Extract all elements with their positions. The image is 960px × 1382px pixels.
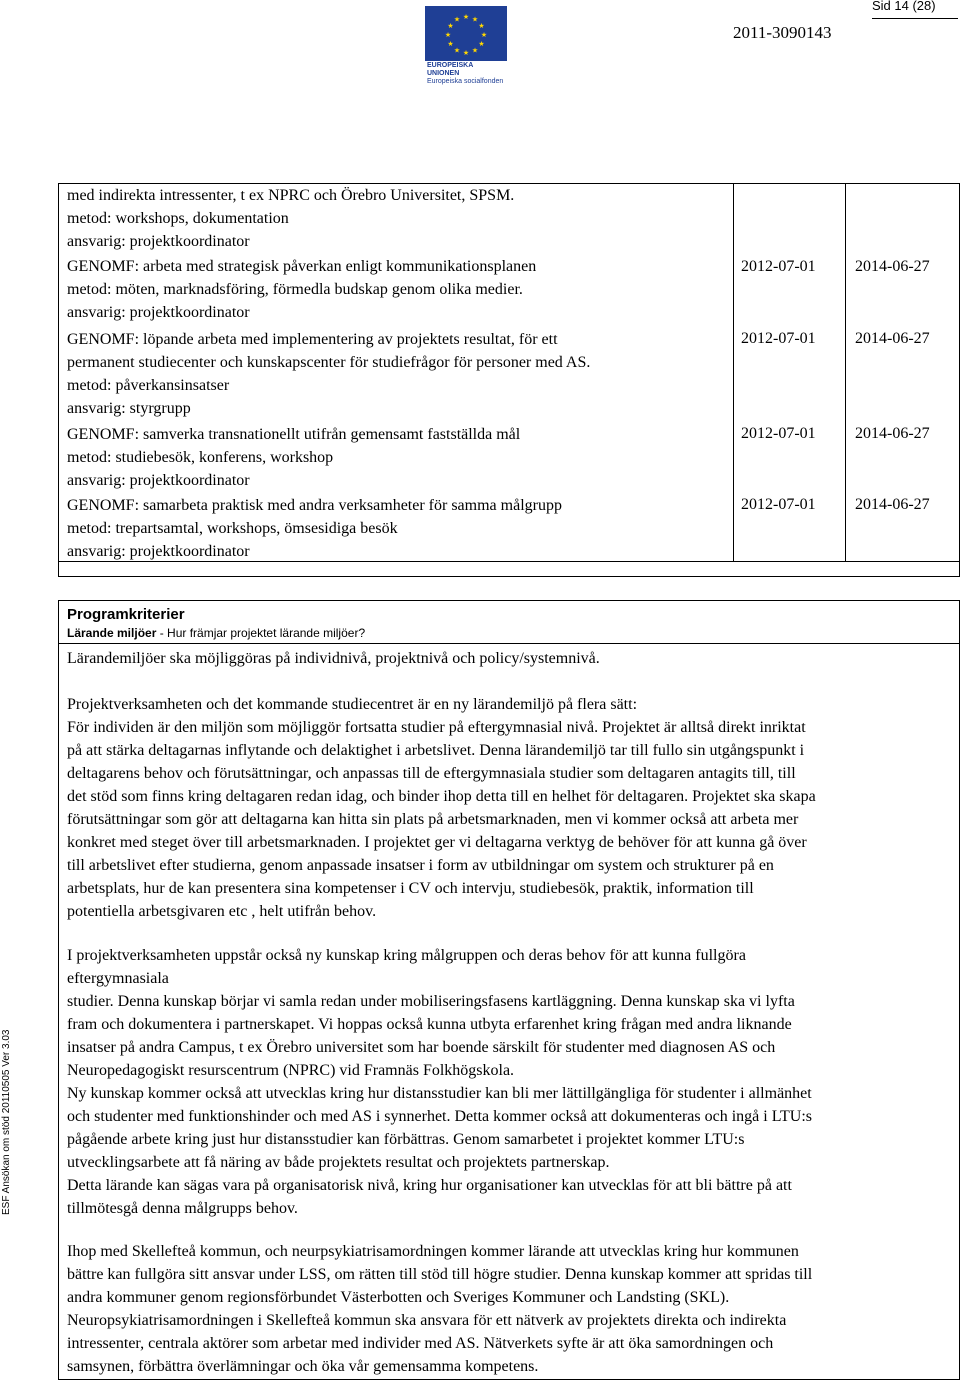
body-line: Projektverksamheten och det kommande studiecentret är en ny lärandemiljö på flera sätt: [67,696,638,713]
body-line: För individen är den miljön som möjliggör fortsatta studier på eftergymnasial nivå. Projektet är alltså direkt inriktat [67,719,806,736]
body-line: Ihop med Skellefteå kommun, och neurpsykiatrisamordningen kommer lärande att utvecklas kring hur kommunen [67,1243,799,1260]
section-heading: Programkriterier [67,606,185,623]
activity-row [67,328,727,420]
body-line: samsynen, förbättra överlämningar och öka vår gemensamma kompetens. [67,1358,539,1375]
text-line: ansvarig: projektkoordinator [67,543,250,560]
body-line: fram och dokumentera i partnerskapet. Vi hoppas också kunna utbyta erfarenhet kring frågan med andra liknande [67,1016,792,1033]
svg-text:★: ★ [462,49,470,57]
body-line: bättre kan fullgöra sitt ansvar under LSS, om rätten till stöd till högre studier. Denna kunskap kommer att spridas till [67,1266,813,1283]
text-line: metod: trepartsamtal, workshops, ömsesidiga besök [67,520,398,537]
body-line: konkret med steget över till arbetsmarknaden. I projektet ger vi deltagarna verktyg de behöver för att kunna gå över [67,834,807,851]
body-line: utvecklingsarbete att få näring av både projektets resultat och projektets partnerskap. [67,1154,610,1171]
body-line: det stöd som finns kring deltagaren redan idag, och binder ihop detta till en helhet för deltagaren. Projektet ska skapa [67,788,816,805]
activity-table [58,183,960,577]
body-line: på att stärka deltagarnas inflytande och delaktighet i arbetslivet. Denna lärandemiljö tar till fullo sin utgångspunkt i [67,742,805,759]
activity-intro [67,184,727,253]
eu-logo [425,6,507,85]
start-date: 2012-07-01 [741,496,816,513]
text-line: GENOMF: löpande arbeta med implementering av projektets resultat, för ett [67,331,558,348]
divider [59,643,959,644]
text-line: ansvarig: projektkoordinator [67,233,250,250]
column-divider [733,184,734,562]
activity-row [67,494,727,563]
eu-caption-line2: Europeiska socialfonden [427,78,504,85]
svg-text:★: ★ [471,15,479,24]
body-line: Neuropedagogiskt resurscentrum (NPRC) vid Framnäs Folkhögskola. [67,1062,515,1079]
start-date: 2012-07-01 [741,330,816,347]
text-line: permanent studiecenter och kunskapscenter för studiefrågor för personer med AS. [67,354,591,371]
svg-text:★: ★ [447,40,454,48]
body-line: Detta lärande kan sägas vara på organisatorisk nivå, kring hur organisationer kan utvecklas för att bli bättre på att [67,1177,792,1194]
body-line: potentiella arbetsgivaren etc , helt utifrån behov. [67,903,377,920]
eu-flag-icon [425,6,507,61]
activity-row [67,423,727,492]
svg-text:★: ★ [462,13,470,21]
body-line: eftergymnasiala [67,970,169,987]
question-title: Lärande miljöer [67,626,157,640]
text-line: med indirekta intressenter, t ex NPRC och Örebro Universitet, SPSM. [67,187,515,204]
text-line: ansvarig: projektkoordinator [67,304,250,321]
end-date: 2014-06-27 [855,425,930,442]
question-text: - Hur främjar projektet lärande miljöer? [156,626,366,640]
text-line: GENOMF: samarbeta praktisk med andra verksamheter för samma målgrupp [67,497,562,514]
text-line: GENOMF: samverka transnationellt utifrån gemensamt fastställda mål [67,426,521,443]
eu-caption [427,62,507,86]
end-date: 2014-06-27 [855,496,930,513]
body-line: till arbetslivet efter studierna, genom anpassade insatser i form av utbildningar om system och strukturer på en [67,857,774,874]
body-line: studier. Denna kunskap börjar vi samla redan under mobiliseringsfasens kartläggning. Denna kunskap ska vi lyfta [67,993,795,1010]
text-line: ansvarig: styrgrupp [67,400,191,417]
start-date: 2012-07-01 [741,425,816,442]
body-line: förutsättningar som gör att deltagarna kan hitta sin plats på arbetsmarknaden, men vi kommer också att arbeta mer [67,811,799,828]
column-divider [845,184,846,562]
page-number: Sid 14 (28) [872,0,958,19]
svg-text:★: ★ [444,31,452,39]
svg-text:★: ★ [471,46,479,55]
svg-text:★: ★ [478,22,485,30]
eu-caption-line1: EUROPEISKA UNIONEN [427,62,474,77]
text-line: metod: studiebesök, konferens, workshop [67,449,334,466]
body-line: insatser på andra Campus, t ex Örebro universitet som har boende särskilt för studenter med diagnosen AS och [67,1039,776,1056]
body-line: pågående arbete kring just hur distansstudier kan förbättras. Genom samarbetet i projektet kommer LTU:s [67,1131,745,1148]
text-line: metod: påverkansinsatser [67,377,230,394]
body-line: Ny kunskap kommer också att utvecklas kring hur distansstudier kan bli mer lättillgängliga för studenter i allmänhet [67,1085,812,1102]
criteria-question [67,626,365,640]
svg-text:★: ★ [478,40,485,48]
end-date: 2014-06-27 [855,330,930,347]
form-version-label: ESF Ansökan om stöd 20110505 Ver 3.03 [1,1029,12,1215]
text-line: metod: möten, marknadsföring, förmedla budskap genom olika medier. [67,281,523,298]
start-date: 2012-07-01 [741,258,816,275]
svg-text:★: ★ [453,15,461,24]
body-line: Neuropsykiatrisamordningen i Skellefteå kommun ska ansvara för ett nätverk av projektets direkta och indirekta [67,1312,787,1329]
document-number: 2011-3090143 [733,23,832,42]
svg-text:★: ★ [480,31,488,39]
body-line: deltagarens behov och förutsättningar, och anpassas till de eftergymnasiala studier som deltagaren antagits till, till [67,765,796,782]
body-line: och studenter med funktionshinder och med AS i synnerhet. Detta kommer också att dokumenteras och ingå i LTU:s [67,1108,813,1125]
text-line: metod: workshops, dokumentation [67,210,289,227]
body-line: tillmötesgå denna målgrupps behov. [67,1200,298,1217]
text-line: GENOMF: arbeta med strategisk påverkan enligt kommunikationsplanen [67,258,537,275]
body-line: Lärandemiljöer ska möjliggöras på individnivå, projektnivå och policy/systemnivå. [67,650,600,667]
body-line: andra kommuner genom regionsförbundet Västerbotten och Sveriges Kommuner och Landsting (SKL). [67,1289,730,1306]
end-date: 2014-06-27 [855,258,930,275]
activity-row [67,255,727,324]
body-line: arbetsplats, hur de kan presentera sina kompetenser i CV och intervju, studiebesök, praktik, information till [67,880,754,897]
body-line: intressenter, centrala aktörer som arbetar med individer med AS. Nätverkets syfte är att öka samordningen och [67,1335,774,1352]
svg-text:★: ★ [453,46,461,55]
svg-text:★: ★ [447,22,454,30]
program-criteria-section [58,600,960,1380]
body-line: I projektverksamheten uppstår också ny kunskap kring målgruppen och deras behov för att kunna fullgöra [67,947,746,964]
text-line: ansvarig: projektkoordinator [67,472,250,489]
